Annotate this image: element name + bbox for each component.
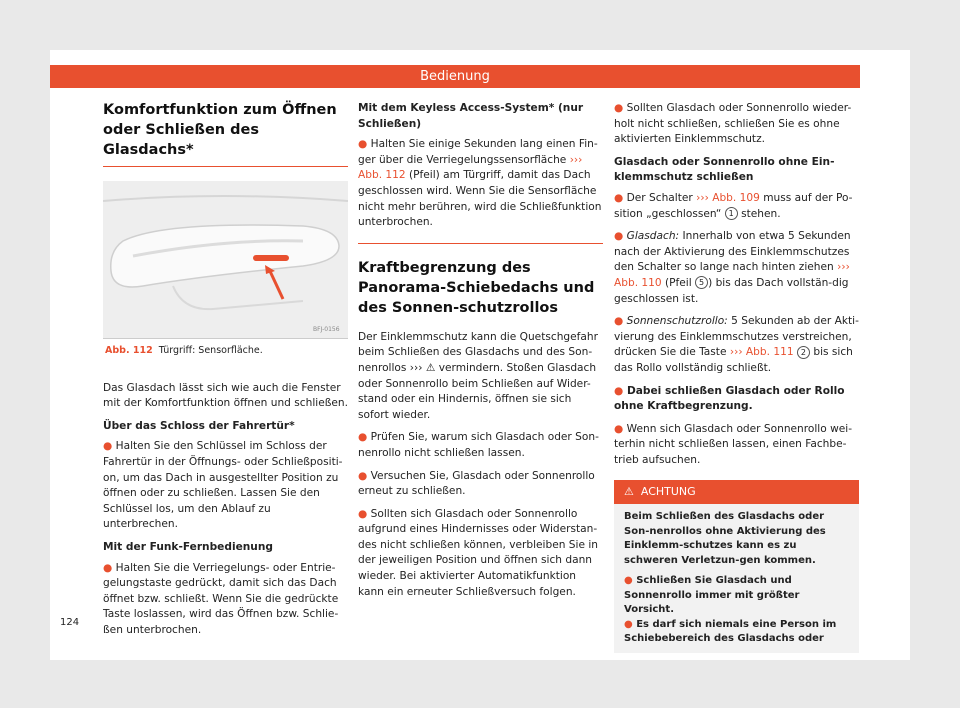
door-handle-illustration (103, 181, 348, 338)
sensor-surface (253, 255, 289, 261)
warning-bullet: ● Schließen Sie Glasdach und Sonnenrollo immer mit größter Vorsicht. (624, 575, 800, 616)
bullet-no-limit: ● Dabei schließen Glasdach oder Rollo ohne Kraftbegrenzung. (614, 384, 845, 413)
figure-link[interactable]: ››› Abb. 112 (358, 153, 583, 182)
figure-link[interactable]: ››› Abb. 110 (614, 261, 850, 289)
bullet-obstacle: ● Sollten sich Glasdach oder Sonnenrollo aufgrund eines Hindernisses oder Widerstan-des nicht schließen können, verbleiben Sie in der jeweiligen Position und öffnen sich dann wieder. Bei aktivierter Automatikfunktion kann ein erneuter Schließversuch folgen. (358, 507, 599, 598)
figure-link[interactable]: ››› Abb. 109 (696, 191, 760, 204)
bullet-text: Der Schalter (626, 191, 693, 204)
bullet-remote: ● Halten Sie die Verriegelungs- oder Entrie-gelungstaste gedrückt, damit sich das Dach öffnet bzw. schließt. Wenn Sie die gedrückte Taste loslassen, wird das Öffnen bzw. Schlie-ßen unterbrochen. (103, 561, 339, 636)
bullet-retry: ● Versuchen Sie, Glasdach oder Sonnenrollo erneut zu schließen. (358, 469, 595, 498)
subheading-remote: Mit der Funk-Fernbedienung (103, 540, 273, 553)
section-title: Kraftbegrenzung des Panorama-Schiebedachs und des Sonnen-schutzrollos (358, 259, 595, 316)
warning-text: Beim Schließen des Glasdachs oder Son-nenrollos ohne Aktivierung des Einklemm-schutzes kann es zu schweren Verletzun-gen kommen. (624, 511, 826, 566)
section-divider (358, 243, 603, 318)
column-middle (358, 101, 603, 607)
figure-caption-text: Türgriff: Sensorfläche. (158, 345, 263, 356)
bullet-label: Sonnenschutzrollo: (626, 315, 728, 328)
bullet-text: Sollten sich Glasdach oder Sonnenrollo aufgrund eines Hindernisses oder Widerstan-des nicht schließen können, verbleiben Sie in der jeweiligen Position und öffnen sich dann wieder. Bei aktivierter Automatikfunktion kann ein erneuter Schließversuch folgen. (358, 507, 599, 598)
bullet-text: (Pfeil) am Türgriff, damit das Dach geschlossen wird. Wenn Sie die Sensorfläche nicht mehr berühren, wird die Schließfunktion unterbrochen. (358, 169, 602, 229)
bullet-text: ) bis das Dach vollstän-dig geschlossen ist. (614, 276, 849, 305)
column-left (103, 100, 348, 646)
bullet-text: Versuchen Sie, Glasdach oder Sonnenrollo erneut zu schließen. (358, 469, 595, 498)
figure-code: BFJ-0156 (313, 326, 340, 333)
bullet-text: Halten Sie einige Sekunden lang einen Fin-ger über die Verriegelungssensorfläche (358, 138, 598, 166)
bullet-glasdach: ● Glasdach: Innerhalb von etwa 5 Sekunden nach der Aktivierung des Einklemmschutzes den Schalter so lange nach hinten ziehen ››› Abb. 110 (Pfeil 5 ) bis das Dach vollstän-dig geschlossen ist. (614, 230, 851, 305)
subheading-door-lock: Über das Schloss der Fahrertür* (103, 419, 295, 432)
warning-header (614, 480, 859, 504)
section-header: Bedienung (50, 65, 860, 88)
bullet-text: stehen. (741, 207, 781, 220)
intro-paragraph: Das Glasdach lässt sich wie auch die Fenster mit der Komfortfunktion öffnen und schließen. (103, 381, 348, 410)
subheading-keyless: Mit dem Keyless Access-System* (nur Schließen) (358, 102, 584, 130)
figure-link[interactable]: ››› Abb. 111 (729, 346, 794, 359)
warning-body (614, 504, 859, 653)
bullet-text: Innerhalb von etwa 5 Sekunden nach der Aktivierung des Einklemmschutzes den Schalter so lange nach hinten ziehen (614, 230, 851, 274)
warning-icon: ⚠ (624, 485, 634, 499)
bullet-door-lock: ● Halten Sie den Schlüssel im Schloss der Fahrertür in der Öffnungs- oder Schließpositi-on, um das Dach in ausgestellter Position zu öffnen oder zu schließen. Lassen Sie den Schlüssel los, um den Ablauf zu unterbrechen. (103, 440, 343, 531)
callout-number: 2 (797, 346, 810, 359)
bullet-text: Dabei schließen Glasdach oder Rollo ohne Kraftbegrenzung. (614, 384, 845, 413)
bullet-text: Sollten Glasdach oder Sonnenrollo wieder-holt nicht schließen, schließen Sie es ohne aktivierten Einklemmschutz. (614, 102, 852, 146)
bullet-text: (Pfeil (665, 276, 692, 289)
bullet-repeat: ● Sollten Glasdach oder Sonnenrollo wieder-holt nicht schließen, schließen Sie es ohne aktivierten Einklemmschutz. (614, 102, 852, 146)
figure-caption (103, 343, 348, 359)
warning-title: ACHTUNG (640, 485, 696, 499)
bullet-keyless: ● Halten Sie einige Sekunden lang einen Fin-ger über die Verriegelungssensorfläche ››› Abb. 112 (Pfeil) am Türgriff, damit das Dach geschlossen wird. Wenn Sie die Sensorfläche nicht mehr berühren, wird die Schließfunktion unterbrochen. (358, 138, 602, 229)
bullet-switch: ● Der Schalter ››› Abb. 109 muss auf der Po-sition „geschlossen“ 1 stehen. (614, 191, 853, 220)
subheading-without-protection: Glasdach oder Sonnenrollo ohne Ein-klemmschutz schließen (614, 155, 835, 184)
callout-number: 5 (695, 276, 708, 289)
page-number: 124 (60, 617, 80, 628)
bullet-check: ● Prüfen Sie, warum sich Glasdach oder Son-nenrollo nicht schließen lassen. (358, 431, 599, 459)
bullet-text: Schließen Sie Glasdach und Sonnenrollo immer mit größter Vorsicht. (624, 575, 800, 616)
figure-label: Abb. 112 (105, 345, 153, 356)
bullet-text: muss auf der Po-sition „geschlossen“ (614, 191, 853, 220)
column-right (614, 101, 859, 653)
callout-number: 1 (725, 207, 738, 220)
intro-paragraph: Der Einklemmschutz kann die Quetschgefahr beim Schließen des Glasdachs und des Son-nenrollos ››› ⚠ vermindern. Stoßen Glasdach oder Sonnenrollo beim Schließen auf Wider-stand oder ein Hindernis, öffnen sie sich sofort wieder. (358, 330, 598, 421)
bullet-workshop: ● Wenn sich Glasdach oder Sonnenrollo wei-terhin nicht schließen lassen, einen Fachbe-trieb aufsuchen. (614, 422, 853, 466)
section-title: Komfortfunktion zum Öffnen oder Schließen des Glasdachs* (103, 100, 348, 167)
bullet-text: 5 Sekunden ab der Akti-vierung des Einklemmschutzes verstreichen, drücken Sie die Taste (614, 315, 859, 359)
bullet-text: Es darf sich niemals eine Person im Schiebebereich des Glasdachs oder (624, 618, 837, 645)
bullet-text: Prüfen Sie, warum sich Glasdach oder Son-nenrollo nicht schließen lassen. (358, 431, 599, 459)
warning-box (614, 480, 859, 653)
bullet-text: bis sich das Rollo vollständig schließt. (614, 346, 853, 374)
bullet-label: Glasdach: (626, 230, 680, 243)
bullet-text: Halten Sie die Verriegelungs- oder Entrie-gelungstaste gedrückt, damit sich das Dach öffnet bzw. schließt. Wenn Sie die gedrückte Taste loslassen, wird das Öffnen bzw. Schlie-ßen unterbrochen. (103, 561, 339, 636)
warning-bullet: ● Es darf sich niemals eine Person im Schiebebereich des Glasdachs oder (624, 618, 837, 645)
bullet-sonnenschutz: ● Sonnenschutzrollo: 5 Sekunden ab der Akti-vierung des Einklemmschutzes verstreichen, drücken Sie die Taste ››› Abb. 111 2 bis sich das Rollo vollständig schließt. (614, 315, 859, 374)
bullet-text: Halten Sie den Schlüssel im Schloss der Fahrertür in der Öffnungs- oder Schließpositi-on, um das Dach in ausgestellter Position zu öffnen oder zu schließen. Lassen Sie den Schlüssel los, um den Ablauf zu unterbrechen. (103, 440, 343, 531)
door-handle-figure (103, 181, 348, 339)
bullet-text: Wenn sich Glasdach oder Sonnenrollo wei-terhin nicht schließen lassen, einen Fachbe-trieb aufsuchen. (614, 422, 853, 466)
